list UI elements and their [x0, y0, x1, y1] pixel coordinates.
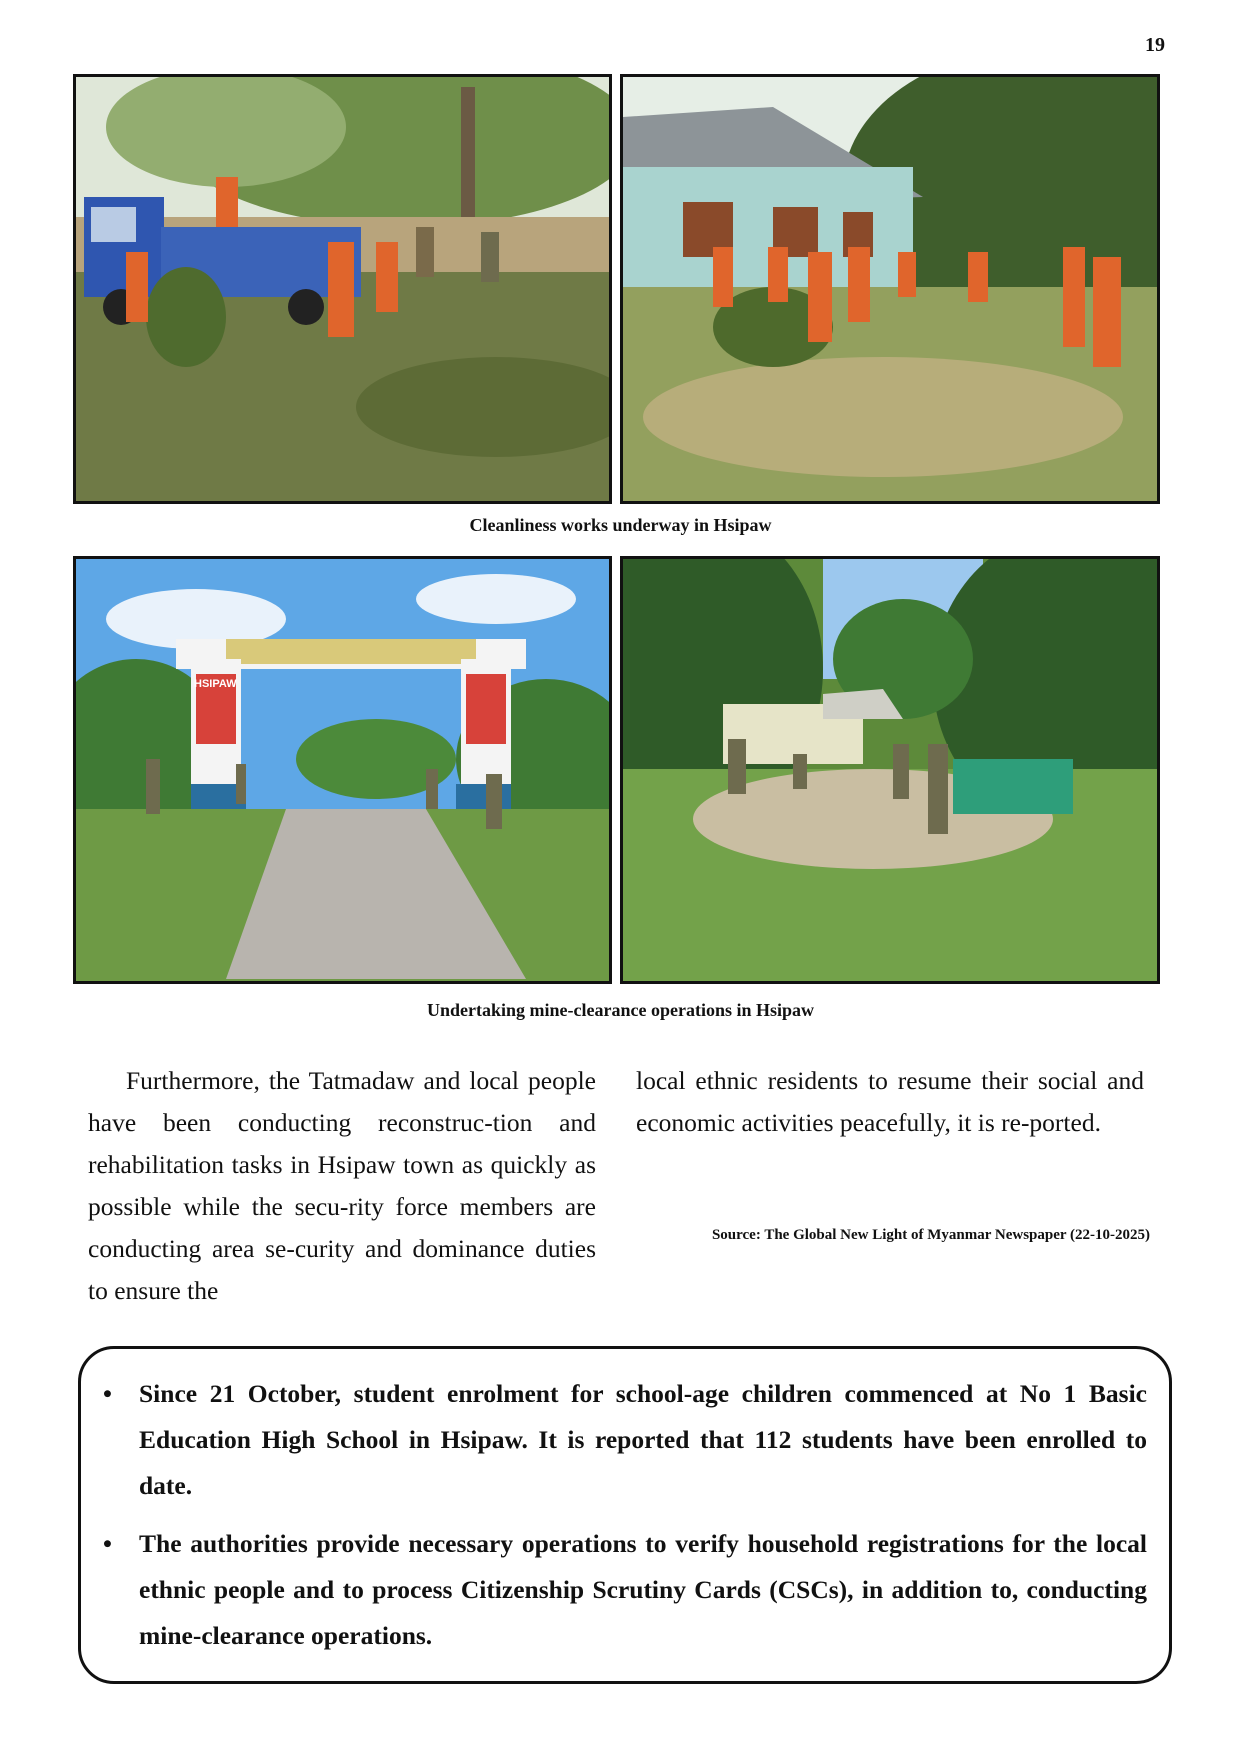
article-source: Source: The Global New Light of Myanmar Newspaper (22-10-2025)	[711, 1227, 1150, 1243]
photo-cleanliness-building	[620, 74, 1160, 504]
article-column-2	[636, 1060, 1144, 1144]
caption-cleanliness: Cleanliness works underway in Hsipaw	[469, 515, 772, 535]
page-number: 19	[1145, 34, 1165, 56]
gate-sign-text: HSIPAW	[194, 678, 237, 690]
photo-cleanliness-truck	[73, 74, 612, 504]
photo-mine-clearance	[620, 556, 1160, 984]
article-paragraph-2: local ethnic residents to resume their social and economic activities peacefully, it is re-ported.	[636, 1066, 1144, 1137]
highlight-text: Since 21 October, student enrolment for school-age children commenced at No 1 Basic Education High School in Hsipaw. It is reported that 112 students have been enrolled to date.	[139, 1379, 1147, 1500]
article-column-1	[88, 1060, 596, 1312]
photo-hsipaw-gate	[73, 556, 612, 984]
highlight-item	[103, 1371, 1147, 1509]
highlights-list	[103, 1371, 1147, 1659]
caption-mine-clearance: Undertaking mine-clearance operations in Hsipaw	[427, 1000, 814, 1020]
highlights-box	[78, 1346, 1172, 1684]
bullet-icon: •	[103, 1529, 112, 1558]
highlight-item	[103, 1521, 1147, 1659]
article-paragraph-1: Furthermore, the Tatmadaw and local people have been conducting reconstruc-tion and rehabilitation tasks in Hsipaw town as quickly as possible while the secu-rity force members are conducting area se-curity and dominance duties to ensure the	[88, 1066, 596, 1305]
highlight-text: The authorities provide necessary operations to verify household registrations for the local ethnic people and to process Citizenship Scrutiny Cards (CSCs), in addition to, conducting mine-clearance operations.	[139, 1529, 1147, 1650]
bullet-icon: •	[103, 1379, 112, 1408]
